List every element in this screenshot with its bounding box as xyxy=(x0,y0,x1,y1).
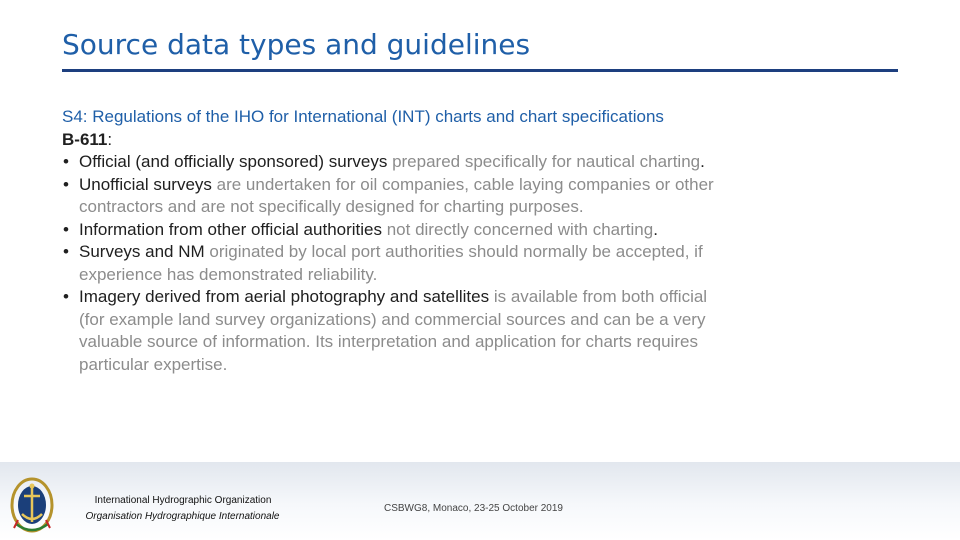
bullet-text: not directly concerned with charting xyxy=(382,219,654,239)
intro-line: S4: Regulations of the IHO for International (INT) charts and chart specifications xyxy=(62,107,664,126)
bullet-lead: Imagery derived from aerial photography and satellites xyxy=(79,287,490,306)
bullet-icon: • xyxy=(63,242,69,261)
bullet-text: is available from both official xyxy=(489,287,708,306)
slide-content xyxy=(62,106,882,376)
page-title: Source data types and guidelines xyxy=(62,28,531,61)
bullet-text-continued: contractors and are not specifically designed for charting purposes. xyxy=(79,197,584,216)
bullet-lead: Official (and officially sponsored) surveys xyxy=(79,152,388,171)
reference-code: B-611 xyxy=(62,129,108,149)
bullet-lead: Unofficial surveys xyxy=(79,174,212,194)
bullet-text-continued: particular expertise. xyxy=(79,354,228,374)
bullet-text: are undertaken for oil companies, cable laying companies or other xyxy=(211,174,714,194)
bullet-icon: • xyxy=(63,174,69,194)
bullet-text-continued: (for example land survey organizations) and commercial sources and can be a very xyxy=(79,309,706,329)
organization-name-french: Organisation Hydrographique Internationale xyxy=(85,511,280,522)
bullet-lead: Information from other official authorities xyxy=(79,219,382,239)
list-item xyxy=(62,286,882,376)
iho-emblem-icon xyxy=(8,474,56,536)
list-item xyxy=(62,241,882,286)
bullet-text: prepared specifically for nautical charting xyxy=(387,152,701,171)
bullet-text-continued: experience has demonstrated reliability. xyxy=(79,264,378,284)
bullet-end: . xyxy=(653,219,658,239)
list-item xyxy=(62,219,882,242)
event-label: CSBWG8, Monaco, 23-25 October 2019 xyxy=(384,503,563,514)
organization-name-english: International Hydrographic Organization xyxy=(94,495,272,506)
bullet-text: originated by local port authorities should normally be accepted, if xyxy=(204,242,703,261)
title-underline xyxy=(62,69,898,72)
bullet-end: . xyxy=(700,152,705,171)
list-item xyxy=(62,151,882,174)
bullet-icon: • xyxy=(63,219,69,239)
bullet-list xyxy=(62,151,882,376)
bullet-lead: Surveys and NM xyxy=(79,242,205,261)
bullet-icon: • xyxy=(63,152,69,171)
list-item xyxy=(62,174,882,219)
bullet-text-continued: valuable source of information. Its interpretation and application for charts requires xyxy=(79,332,698,351)
reference-colon: : xyxy=(107,129,113,149)
reference-line xyxy=(62,129,882,152)
bullet-icon: • xyxy=(63,287,69,306)
